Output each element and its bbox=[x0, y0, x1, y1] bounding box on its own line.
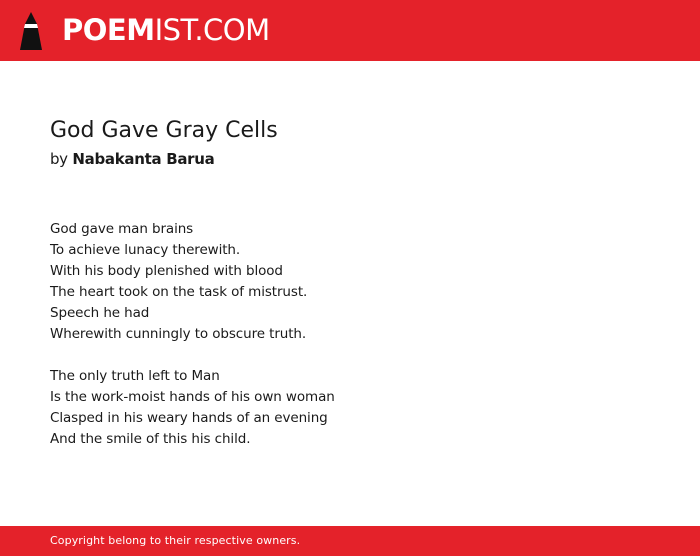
poem-line: Is the work-moist hands of his own woman bbox=[50, 389, 335, 405]
poem-title: God Gave Gray Cells bbox=[50, 118, 278, 143]
byline bbox=[50, 149, 214, 169]
site-footer bbox=[0, 526, 700, 556]
site-logo[interactable] bbox=[62, 12, 270, 48]
site-header bbox=[0, 0, 700, 61]
logo-wordmark-light: IST.COM bbox=[154, 13, 270, 47]
poem-line: God gave man brains bbox=[50, 221, 194, 237]
logo-wordmark-bold: POEM bbox=[62, 13, 155, 47]
poem-line: Clasped in his weary hands of an evening bbox=[50, 410, 328, 426]
author-name: Nabakanta Barua bbox=[72, 150, 215, 168]
poem-line: With his body plenished with blood bbox=[50, 263, 283, 279]
poem-stanza bbox=[50, 366, 335, 450]
poem-line: Speech he had bbox=[50, 305, 150, 321]
poem-line: The only truth left to Man bbox=[50, 368, 220, 384]
copyright-notice: Copyright belong to their respective owners. bbox=[50, 534, 301, 547]
byline-prefix: by bbox=[50, 150, 68, 168]
poem-line: To achieve lunacy therewith. bbox=[50, 242, 241, 258]
poem-stanza bbox=[50, 219, 307, 345]
poem-line: Wherewith cunningly to obscure truth. bbox=[50, 326, 307, 342]
pencil-icon[interactable] bbox=[18, 11, 44, 51]
poem-line: The heart took on the task of mistrust. bbox=[50, 284, 308, 300]
poem-line: And the smile of this his child. bbox=[50, 431, 251, 447]
